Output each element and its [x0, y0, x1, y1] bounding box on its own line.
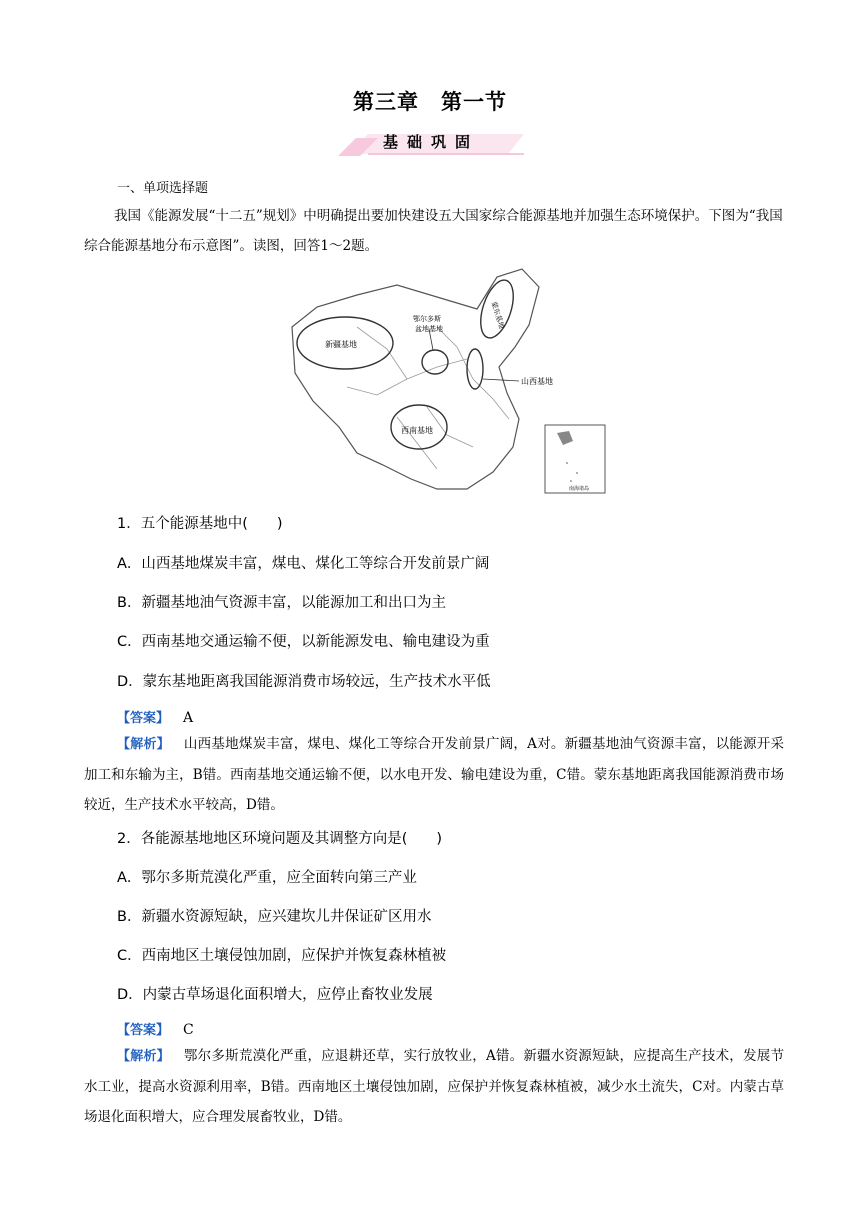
explanation-text: 山西基地煤炭丰富，煤电、煤化工等综合开发前景广阔，A对。新疆基地油气资源丰富，以能源开采加工和东输为主，B错。西南基地交通运输不便，以水电开发、输电建设为重，C错。蒙东基地距离我国能源消费市场较近，生产技术水平较高，D错。 [84, 736, 784, 813]
question-2-answer [117, 1019, 194, 1038]
explanation-tag: 【解析】 [117, 1049, 170, 1064]
map-label-mengdong: 蒙东基地 [489, 300, 506, 330]
explanation-text: 鄂尔多斯荒漠化严重，应退耕还草，实行放牧业，A错。新疆水资源短缺，应提高生产技术，发展节水工业，提高水资源利用率，B错。西南地区土壤侵蚀加剧，应保护并恢复森林植被，减少水土流失，C对。内蒙古草场退化面积增大，应合理发展畜牧业，D错。 [84, 1048, 784, 1125]
question-2-option-a: A．鄂尔多斯荒漠化严重，应全面转向第三产业 [117, 870, 417, 886]
answer-value: C [183, 1022, 194, 1038]
answer-tag: 【答案】 [117, 1023, 170, 1038]
question-1-option-d: D．蒙东基地距离我国能源消费市场较远，生产技术水平低 [117, 674, 491, 690]
question-1-explanation [84, 729, 784, 820]
answer-value: A [183, 710, 194, 726]
question-2-option-c: C．西南地区土壤侵蚀加剧，应保护并恢复森林植被 [117, 948, 447, 964]
chapter-title: 第三章 第一节 [353, 90, 507, 114]
map-label-xinan: 西南基地 [401, 426, 433, 435]
explanation-tag: 【解析】 [117, 737, 170, 752]
map-label-shanxi: 山西基地 [521, 377, 553, 386]
question-1-stem: 1．五个能源基地中( ) [117, 516, 283, 532]
question-1-option-b: B．新疆基地油气资源丰富，以能源加工和出口为主 [117, 595, 446, 611]
section-banner-label: 基础巩固 [382, 133, 479, 151]
question-2-option-d: D．内蒙古草场退化面积增大，应停止畜牧业发展 [117, 987, 433, 1003]
section-heading: 一、单项选择题 [117, 181, 209, 196]
map-label-ordos-2: 盆地基地 [415, 325, 443, 333]
china-energy-base-map [287, 267, 611, 495]
question-2-option-b: B．新疆水资源短缺，应兴建坎儿井保证矿区用水 [117, 909, 432, 925]
map-label-ordos-1: 鄂尔多斯 [413, 315, 441, 323]
answer-tag: 【答案】 [117, 711, 170, 726]
map-label-xinjiang: 新疆基地 [325, 340, 357, 349]
question-2-explanation [84, 1041, 784, 1132]
intro-paragraph: 我国《能源发展“十二五”规划》中明确提出要加快建设五大国家综合能源基地并加强生态环境保护。下图为“我国综合能源基地分布示意图”。读图，回答1～2题。 [84, 208, 783, 254]
question-2-stem: 2．各能源基地地区环境问题及其调整方向是( ) [117, 831, 443, 847]
question-1-answer [117, 707, 193, 726]
question-1-option-a: A．山西基地煤炭丰富，煤电、煤化工等综合开发前景广阔 [117, 556, 490, 572]
question-1-option-c: C．西南基地交通运输不便，以新能源发电、输电建设为重 [117, 634, 490, 650]
map-label-nanhai: 南海诸岛 [569, 486, 590, 492]
